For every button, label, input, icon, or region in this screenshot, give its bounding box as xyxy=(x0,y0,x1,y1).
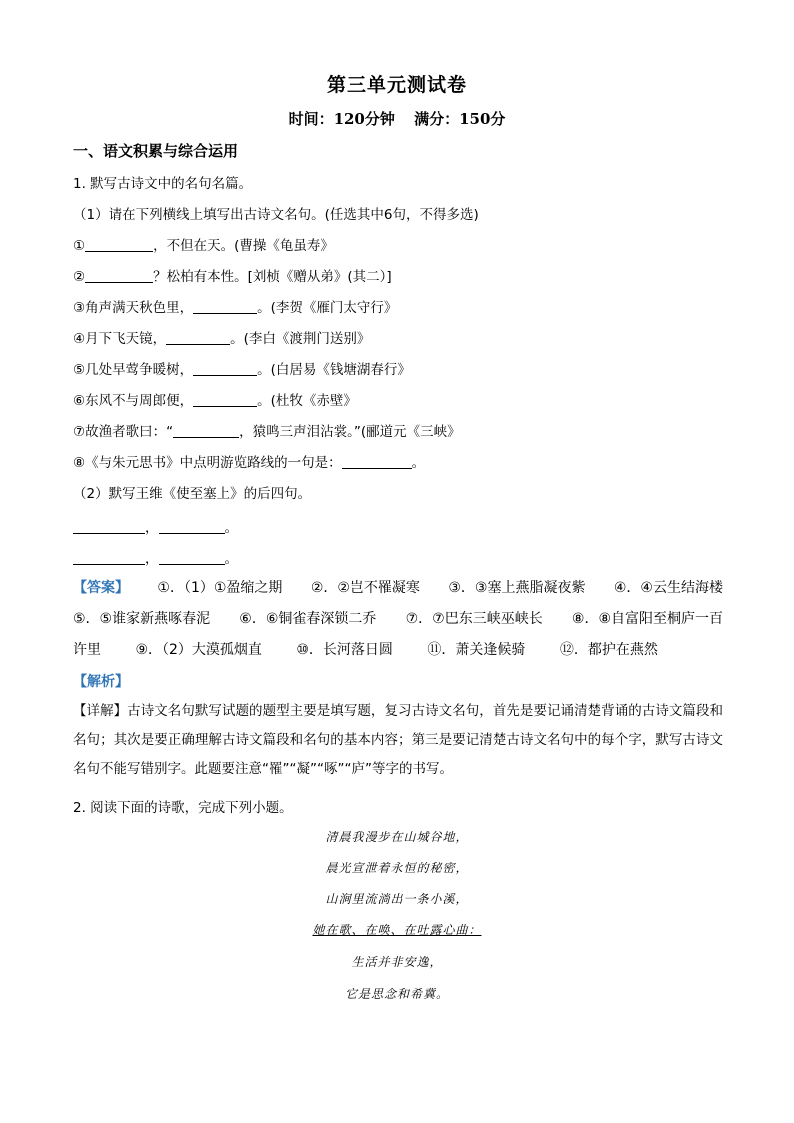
analysis-detail: 【详解】古诗文名句默写试题的题型主要是填写题，复习古诗文名句，首先是要记诵清楚背诵的古诗文篇段和名句；其次是要正确理解古诗文篇段和名句的基本内容；第三是要记清楚古诗文名句中的每个字，默写古诗文名句不能写错别字。此题要注意“罹”“凝”“啄”“庐”等字的书写。 xyxy=(73,703,724,777)
answer-item: ⑨．（2）大漠孤烟直 xyxy=(135,642,262,658)
answer-blank[interactable] xyxy=(193,392,257,407)
question-2-prompt: 2. 阅读下面的诗歌，完成下列小题。 xyxy=(73,800,293,816)
poem-line-underlined: 她在歌、在唤、在吐露心曲： xyxy=(312,923,482,937)
poem-blank-row-2: ， 。 xyxy=(73,547,238,567)
question-1-prompt: 1. 默写古诗文中的名句名篇。 xyxy=(73,176,253,192)
answer-item: ⑪．萧关逢候骑 xyxy=(427,642,526,658)
fill-item-6: ⑥东风不与周郎便， 。(杜牧《赤壁》 xyxy=(73,393,357,409)
answer-blank[interactable] xyxy=(193,361,257,376)
fill-item-2: ② ？松柏有本性。[刘桢《赠从弟》(其二）] xyxy=(73,269,392,285)
answer-row-3 xyxy=(73,639,723,659)
answer-item: ⑩．长河落日圆 xyxy=(296,642,393,658)
answer-blank[interactable] xyxy=(159,550,225,565)
answer-blank[interactable] xyxy=(193,299,257,314)
answer-blank[interactable] xyxy=(85,268,153,283)
fill-item-7: ⑦故渔者歌曰：“ ，猿鸣三声泪沾裳。”(郦道元《三峡》 xyxy=(73,424,461,440)
poem-line: 生活并非安逸， xyxy=(351,955,443,969)
answer-blank[interactable] xyxy=(85,237,153,252)
answer-item: ④．④云生结海楼 xyxy=(613,580,723,596)
answer-item: ⑧．⑧自富阳至桐庐一百 xyxy=(571,611,723,627)
answer-blank[interactable] xyxy=(73,550,145,565)
answer-blank[interactable] xyxy=(159,519,225,534)
poem-line: 它是思念和希冀。 xyxy=(344,987,449,1001)
exam-info xyxy=(0,108,794,129)
answer-item: ①．（1）①盈缩之期 xyxy=(157,580,283,596)
exam-score: 满分：150分 xyxy=(414,110,506,128)
answer-blank[interactable] xyxy=(173,423,239,438)
answer-item: 许里 xyxy=(73,642,101,658)
fill-item-3: ③角声满天秋色里， 。(李贺《雁门太守行》 xyxy=(73,300,398,316)
answer-item: ②．②岂不罹凝寒 xyxy=(310,580,420,596)
answer-tag: 【答案】 xyxy=(73,580,129,596)
question-1-part-2: （2）默写王维《使至塞上》的后四句。 xyxy=(73,486,312,502)
answer-row-2 xyxy=(73,608,723,628)
answer-item: ⑤．⑤谁家新燕啄春泥 xyxy=(73,611,211,627)
poem-line: 清晨我漫步在山城谷地， xyxy=(325,830,469,844)
answer-blank[interactable] xyxy=(73,519,145,534)
analysis-tag: 【解析】 xyxy=(73,674,129,690)
fill-item-1: ① ，不但在天。(曹操《龟虽寿》 xyxy=(73,238,334,254)
poem-line: 晨光宣泄着永恒的秘密， xyxy=(325,861,469,875)
poem-line: 山涧里流淌出一条小溪， xyxy=(325,892,469,906)
answer-item: ⑫．都护在燕然 xyxy=(559,642,658,658)
exam-time: 时间：120分钟 xyxy=(288,110,395,128)
question-1-part-1: （1）请在下列横线上填写出古诗文名句。(任选其中6句，不得多选) xyxy=(73,207,479,223)
page-title: 第三单元测试卷 xyxy=(326,74,467,96)
answer-blank[interactable] xyxy=(342,454,412,469)
answer-item: ⑦．⑦巴东三峡巫峡长 xyxy=(405,611,543,627)
fill-item-8: ⑧《与朱元思书》中点明游览路线的一句是： 。 xyxy=(73,455,426,471)
answer-row-1 xyxy=(73,577,723,597)
answer-item: ③．③塞上燕脂凝夜紫 xyxy=(448,580,586,596)
poem-blank-row-1: ， 。 xyxy=(73,516,238,536)
fill-item-5: ⑤几处早莺争暖树， 。(白居易《钱塘湖春行》 xyxy=(73,362,411,378)
answer-blank[interactable] xyxy=(166,330,230,345)
section-heading: 一、语文积累与综合运用 xyxy=(73,142,239,160)
answer-item: ⑥．⑥铜雀春深锁二乔 xyxy=(239,611,377,627)
fill-item-4: ④月下飞天镜， 。(李白《渡荆门送别》 xyxy=(73,331,371,347)
